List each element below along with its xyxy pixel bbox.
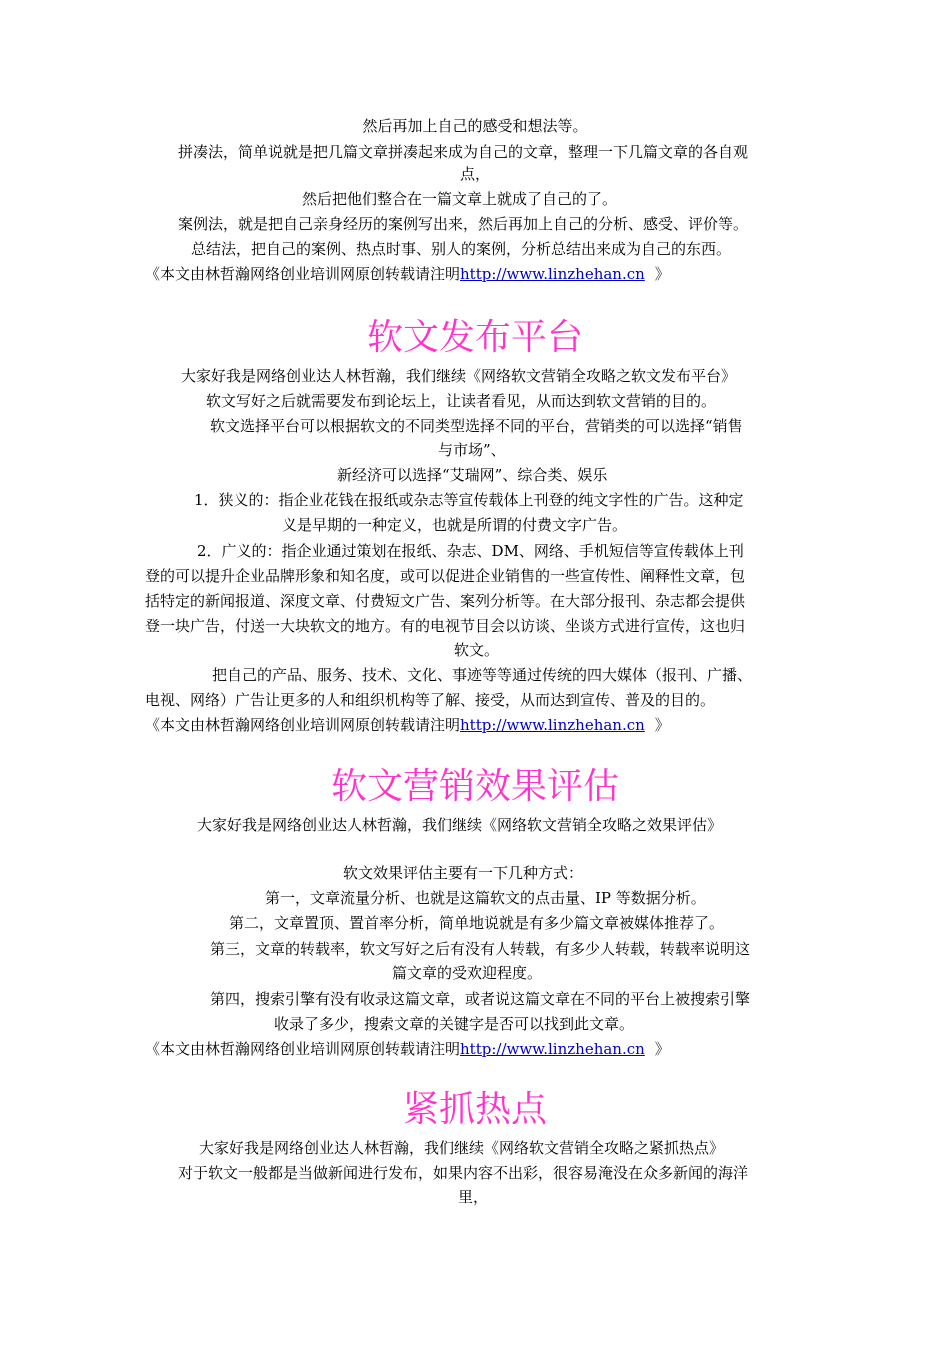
body-line: 义是早期的一种定义，也就是所谓的付费文字广告。 xyxy=(282,516,628,534)
body-line: 与市场”、 xyxy=(438,441,506,459)
body-line: 软文写好之后就需要发布到论坛上，让读者看见，从而达到软文营销的目的。 xyxy=(206,392,717,410)
notice-prefix: 《本文由林哲瀚网络创业培训网原创转载请注明 xyxy=(145,265,461,283)
body-line: 总结法，把自己的案例、热点时事、别人的案例，分析总结出来成为自己的东西。 xyxy=(191,240,732,258)
copyright-notice xyxy=(145,715,670,735)
notice-link[interactable]: http://www.linzhehan.cn xyxy=(460,1040,645,1058)
body-line: 新经济可以选择“艾瑞网”、综合类、娱乐 xyxy=(337,466,608,484)
notice-suffix: 》 xyxy=(654,1040,670,1058)
body-line: 第二，文章置顶、置首率分析，简单地说就是有多少篇文章被媒体推荐了。 xyxy=(229,914,725,932)
notice-prefix: 《本文由林哲瀚网络创业培训网原创转载请注明 xyxy=(145,716,461,734)
body-line: 1．狭义的：指企业花钱在报纸或杂志等宣传载体上刊登的纯文字性的广告。这种定 xyxy=(194,491,744,509)
body-line: 收录了多少，搜索文章的关键字是否可以找到此文章。 xyxy=(274,1015,635,1033)
body-line: 第一，文章流量分析、也就是这篇软文的点击量、IP 等数据分析。 xyxy=(265,889,706,907)
notice-suffix: 》 xyxy=(654,716,670,734)
body-line: 大家好我是网络创业达人林哲瀚，我们继续《网络软文营销全攻略之紧抓热点》 xyxy=(199,1139,725,1157)
body-line: 拼凑法，简单说就是把几篇文章拼凑起来成为自己的文章，整理一下几篇文章的各自观 xyxy=(178,143,749,161)
copyright-notice xyxy=(145,264,670,284)
body-line: 把自己的产品、服务、技术、文化、事迹等等通过传统的四大媒体（报刊、广播、 xyxy=(212,666,753,684)
body-line: 里， xyxy=(458,1188,489,1206)
copyright-notice xyxy=(145,1039,670,1059)
body-line: 第三，文章的转载率，软文写好之后有没有人转载，有多少人转载，转载率说明这 xyxy=(210,940,751,958)
body-line: 电视、网络）广告让更多的人和组织机构等了解、接受，从而达到宣传、普及的目的。 xyxy=(145,691,716,709)
body-line: 登一块广告，付送一大块软文的地方。有的电视节目会以访谈、坐谈方式进行宣传，这也归 xyxy=(145,617,746,635)
body-line: 第四，搜索引擎有没有收录这篇文章，或者说这篇文章在不同的平台上被搜索引擎 xyxy=(210,990,751,1008)
body-line: 括特定的新闻报道、深度文章、付费短文广告、案列分析等。在大部分报刊、杂志都会提供 xyxy=(145,592,746,610)
body-line: 然后把他们整合在一篇文章上就成了自己的了。 xyxy=(302,190,618,208)
body-line: 对于软文一般都是当做新闻进行发布，如果内容不出彩，很容易淹没在众多新闻的海洋 xyxy=(178,1164,749,1182)
body-line: 点， xyxy=(459,165,490,183)
notice-link[interactable]: http://www.linzhehan.cn xyxy=(460,716,645,734)
body-line: 然后再加上自己的感受和想法等。 xyxy=(362,117,588,135)
section-heading: 软文营销效果评估 xyxy=(330,766,619,807)
notice-suffix: 》 xyxy=(654,265,670,283)
body-line: 2．广义的：指企业通过策划在报纸、杂志、DM、网络、手机短信等宣传载体上刊 xyxy=(197,542,744,560)
notice-link[interactable]: http://www.linzhehan.cn xyxy=(460,265,645,283)
body-line: 大家好我是网络创业达人林哲瀚，我们继续《网络软文营销全攻略之效果评估》 xyxy=(197,816,723,834)
body-line: 软文效果评估主要有一下几种方式： xyxy=(343,864,584,882)
body-line: 软文。 xyxy=(454,641,500,659)
body-line: 登的可以提升企业品牌形象和知名度，或可以促进企业销售的一些宣传性、阐释性文章，包 xyxy=(145,567,746,585)
body-line: 软文选择平台可以根据软文的不同类型选择不同的平台，营销类的可以选择“销售 xyxy=(210,417,743,435)
section-heading: 紧抓热点 xyxy=(402,1089,547,1130)
body-line: 篇文章的受欢迎程度。 xyxy=(392,964,543,982)
body-line: 案例法，就是把自己亲身经历的案例写出来，然后再加上自己的分析、感受、评价等。 xyxy=(178,215,749,233)
section-heading: 软文发布平台 xyxy=(366,317,583,358)
notice-prefix: 《本文由林哲瀚网络创业培训网原创转载请注明 xyxy=(145,1040,461,1058)
body-line: 大家好我是网络创业达人林哲瀚，我们继续《网络软文营销全攻略之软文发布平台》 xyxy=(181,367,737,385)
